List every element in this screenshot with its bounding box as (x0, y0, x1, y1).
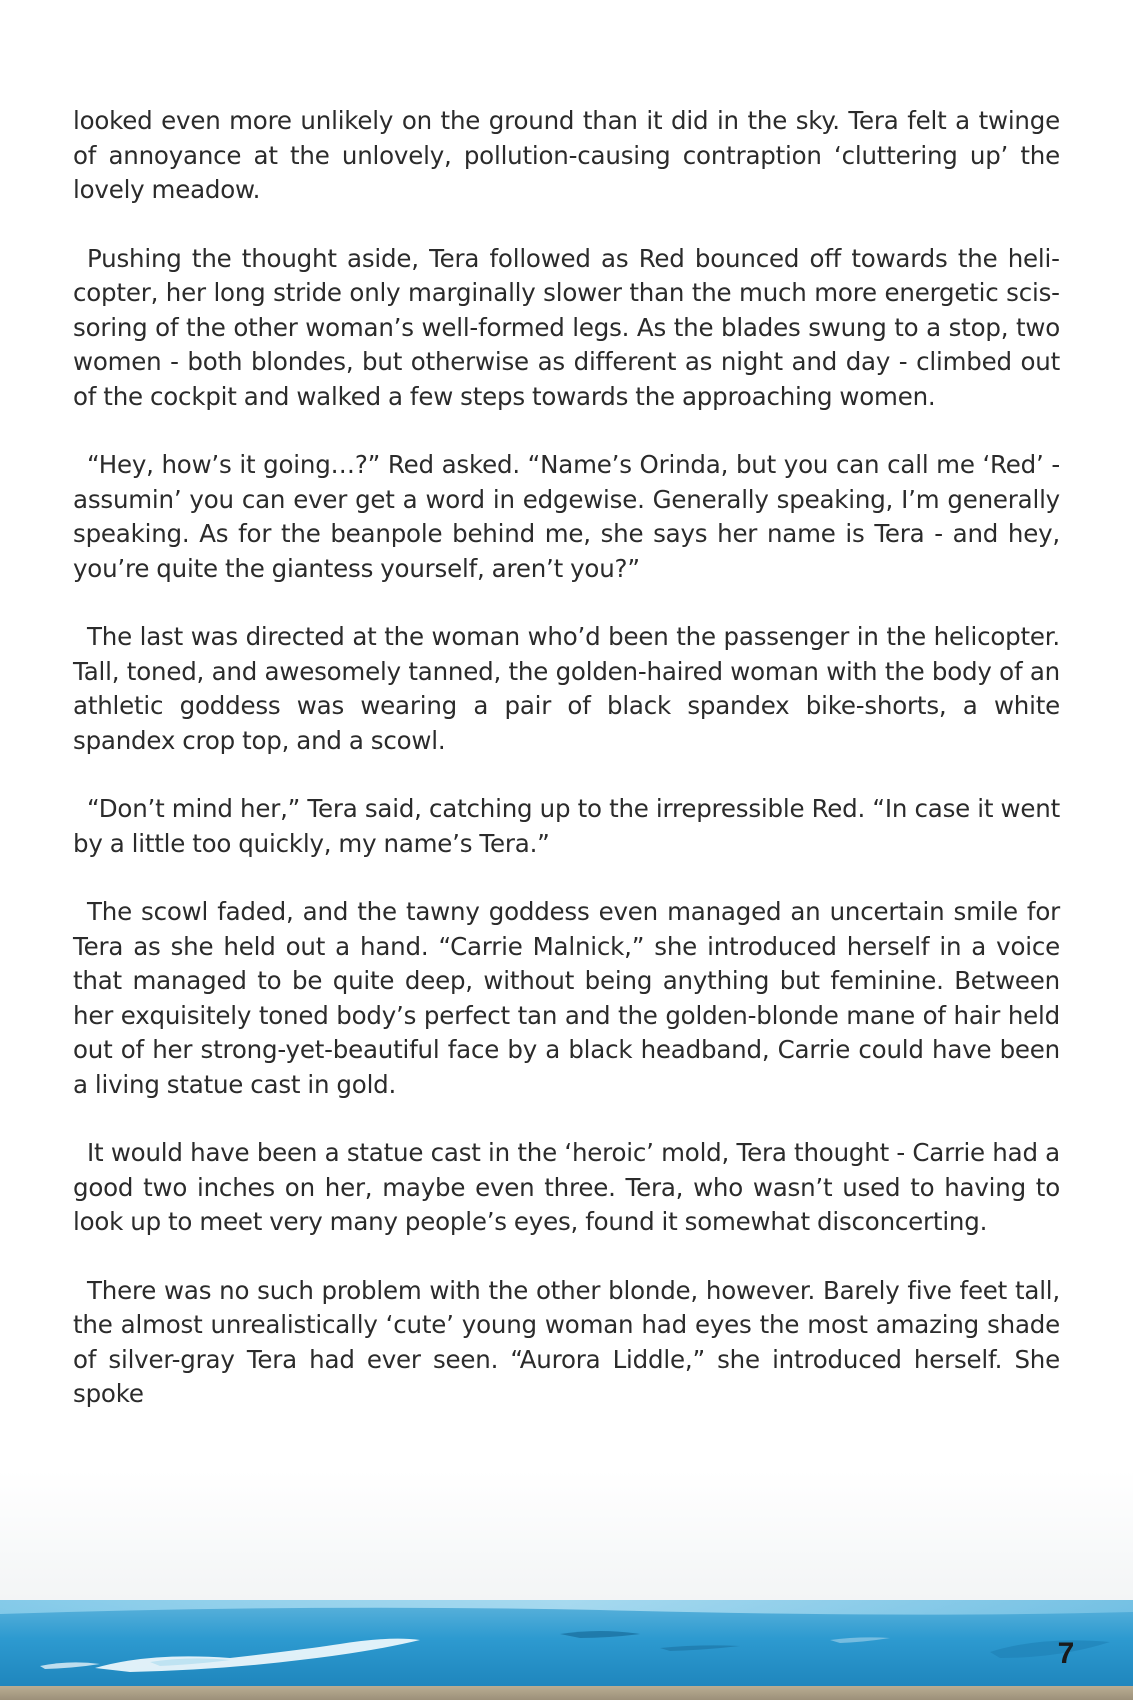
water-decoration (0, 1600, 1133, 1686)
paragraph-1: looked even more unlikely on the ground than it did in the sky. Tera felt a twinge of annoyance at the unlovely, pollution-causing contraption ‘cluttering up’ the lovely meadow. (73, 106, 1060, 204)
footer-water-band (0, 1600, 1133, 1686)
footer-rule (0, 1686, 1133, 1700)
paragraph-2: Pushing the thought aside, Tera followed as Red bounced off towards the helicopter, her long stride only marginally slower than the much more energetic scissoring of the other woman’s well-formed legs. As the blades swung to a stop, two women - both blondes, but otherwise as different as night and day - climbed out of the cockpit and walked a few steps towards the approaching women. (73, 243, 1060, 411)
footer-fade-background (0, 1470, 1133, 1600)
book-page-text (73, 104, 1060, 1446)
paragraph-3: “Hey, how’s it going…?” Red asked. “Name’s Orinda, but you can call me ‘Red’ - assumin’ you can ever get a word in edgewise. Generally speaking, I’m generally speaking. As for the beanpole behind me, she says her name is Tera - and hey, you’re quite the giantess yourself, aren’t you?” (73, 450, 1060, 583)
paragraph-5: “Don’t mind her,” Tera said, catching up to the irrepressible Red. “In case it went by a little too quickly, my name’s Tera.” (73, 794, 1060, 858)
paragraph-8: There was no such problem with the other blonde, however. Barely five feet tall, the almost unrealistically ‘cute’ young woman had eyes the most amazing shade of silver-gray Tera had ever seen. “Aurora Liddle,” she introduced herself. She spoke (73, 1275, 1060, 1408)
page-number: 7 (1057, 1637, 1075, 1670)
paragraph-4: The last was directed at the woman who’d been the passenger in the helicopter. Tall, toned, and awesomely tanned, the golden-haired woman with the body of an athletic goddess was wearing a pair of black spandex bike-shorts, a white spandex crop top, and a scowl. (73, 622, 1060, 755)
paragraph-6: The scowl faded, and the tawny goddess even managed an uncertain smile for Tera as she held out a hand. “Carrie Malnick,” she introduced herself in a voice that managed to be quite deep, without being anything but feminine. Between her exquisitely toned body’s perfect tan and the golden-blonde mane of hair held out of her strong-yet-beautiful face by a black headband, Carrie could have been a living statue cast in gold. (73, 897, 1060, 1099)
paragraph-7: It would have been a statue cast in the ‘heroic’ mold, Tera thought - Carrie had a good two inches on her, maybe even three. Tera, who wasn’t used to having to look up to meet very many people’s eyes, found it somewhat disconcerting. (73, 1138, 1060, 1236)
